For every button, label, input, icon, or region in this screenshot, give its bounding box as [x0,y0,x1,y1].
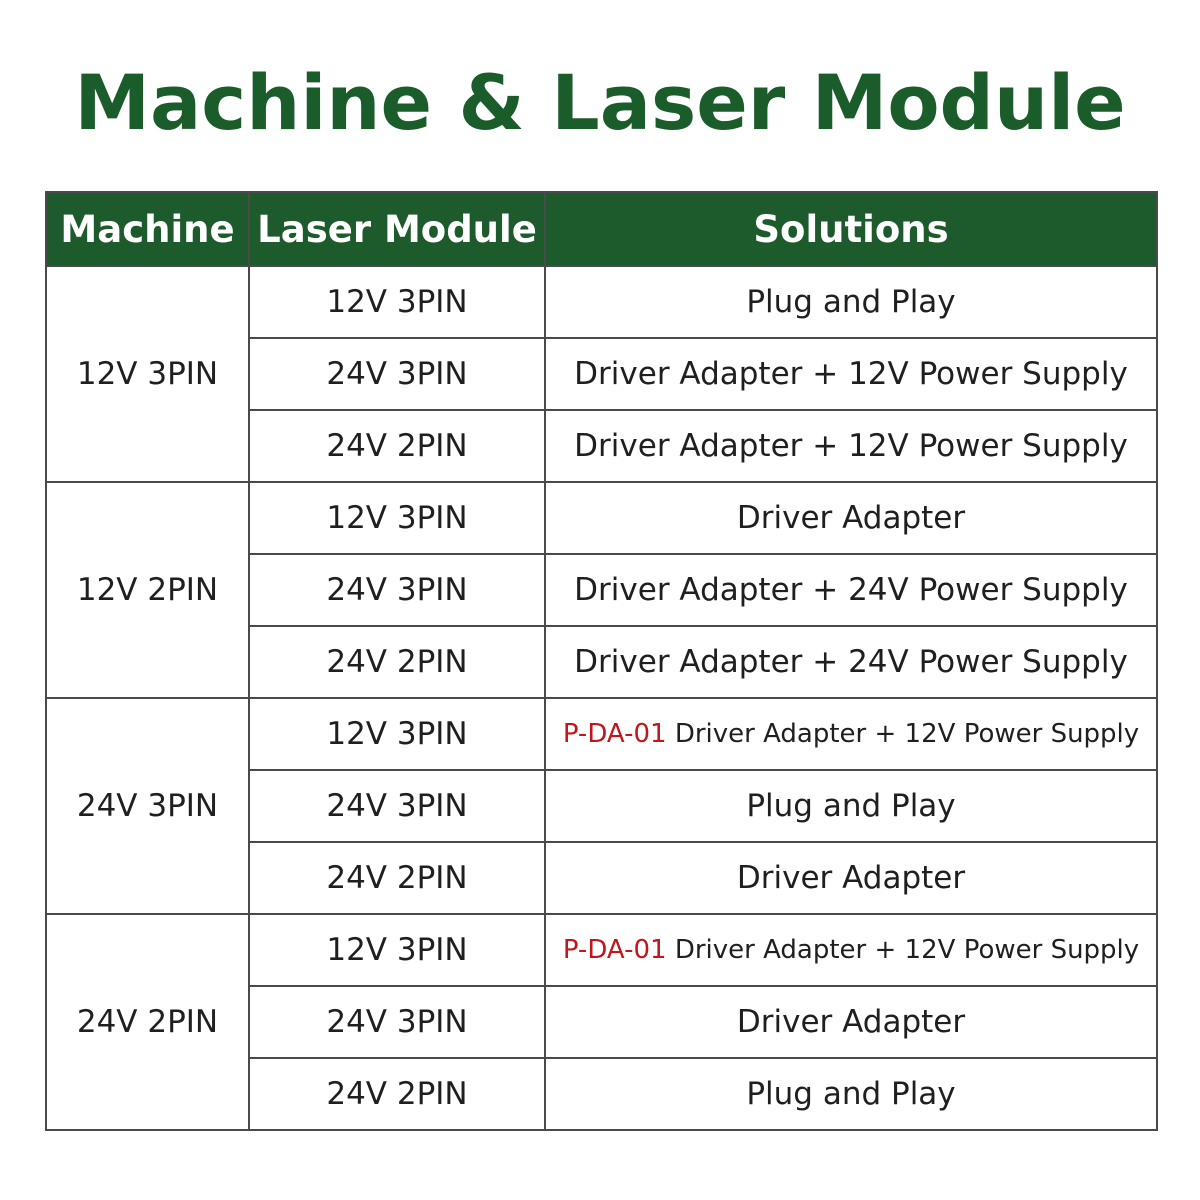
table-row [46,698,1157,770]
solution-text: Plug and Play [746,284,956,320]
table-header-row [46,192,1157,266]
solution-cell [545,770,1157,842]
page-title: Machine & Laser Module [74,58,1126,147]
module-cell: 24V 3PIN [249,986,545,1058]
compatibility-table [45,191,1158,1131]
solution-text: Driver Adapter [736,1004,966,1040]
solution-cell [545,338,1157,410]
header-laser-module: Laser Module [249,192,545,266]
module-cell: 12V 3PIN [249,266,545,338]
machine-cell: 24V 2PIN [46,914,249,1130]
solution-text: Plug and Play [746,788,956,824]
module-cell: 24V 3PIN [249,554,545,626]
solution-cell [545,482,1157,554]
module-cell: 24V 2PIN [249,842,545,914]
solution-text: Driver Adapter + 12V Power Supply [666,935,1140,965]
solution-text: Driver Adapter [736,860,966,896]
module-cell: 24V 3PIN [249,338,545,410]
module-cell: 12V 3PIN [249,914,545,986]
solution-cell [545,842,1157,914]
solution-text: Driver Adapter + 24V Power Supply [574,572,1128,608]
module-cell: 12V 3PIN [249,482,545,554]
solution-cell [545,626,1157,698]
table-row [46,266,1157,338]
module-cell: 24V 3PIN [249,770,545,842]
solution-cell [545,986,1157,1058]
solution-cell [545,1058,1157,1130]
solution-text: Driver Adapter + 12V Power Supply [666,719,1140,749]
solution-cell [545,698,1157,770]
machine-cell: 12V 2PIN [46,482,249,698]
solution-cell [545,554,1157,626]
module-cell: 24V 2PIN [249,626,545,698]
solution-text: Driver Adapter [736,500,966,536]
solution-text: Plug and Play [746,1076,956,1112]
module-cell: 24V 2PIN [249,1058,545,1130]
solution-text: Driver Adapter + 24V Power Supply [574,644,1128,680]
solution-text: Driver Adapter + 12V Power Supply [574,356,1128,392]
solution-cell [545,914,1157,986]
solution-code: P-DA-01 [562,719,667,749]
module-cell: 12V 3PIN [249,698,545,770]
solution-code: P-DA-01 [562,935,667,965]
header-machine: Machine [46,192,249,266]
header-solutions: Solutions [545,192,1157,266]
machine-cell: 24V 3PIN [46,698,249,914]
machine-cell: 12V 3PIN [46,266,249,482]
solution-cell [545,410,1157,482]
table-row [46,914,1157,986]
module-cell: 24V 2PIN [249,410,545,482]
table-row [46,482,1157,554]
solution-cell [545,266,1157,338]
solution-text: Driver Adapter + 12V Power Supply [574,428,1128,464]
